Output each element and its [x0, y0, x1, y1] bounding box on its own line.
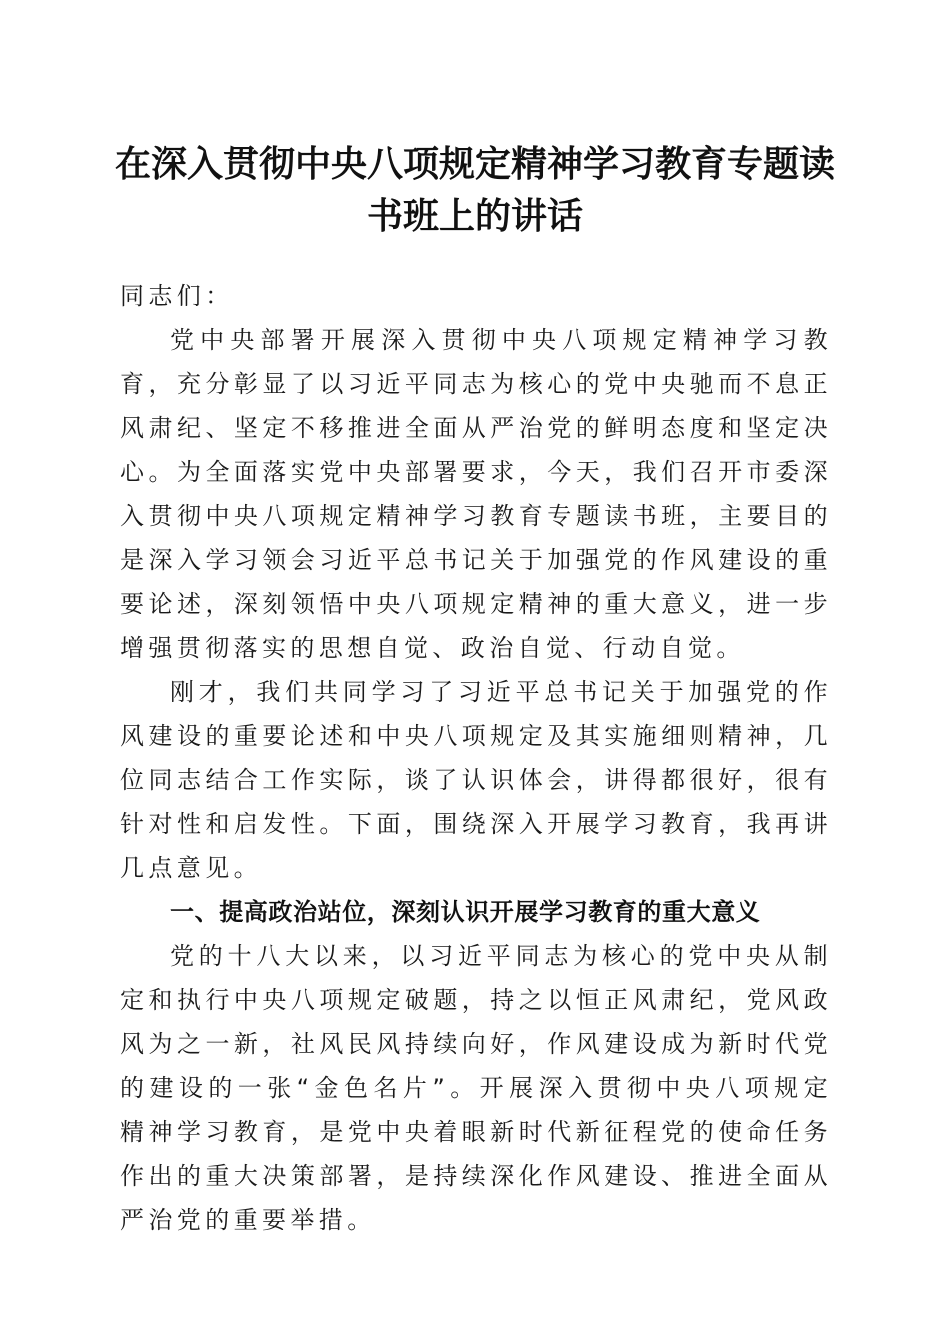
document-title: 在深入贯彻中央八项规定精神学习教育专题读书班上的讲话 — [114, 143, 835, 237]
paragraph-transition: 刚才，我们共同学习了习近平总书记关于加强党的作风建设的重要论述和中央八项规定及其实施细则精神，几位同志结合工作实际，谈了认识体会，讲得都很好，很有针对性和启发性。下面，围绕深入开展学习教育，我再讲几点意见。 — [120, 678, 832, 882]
salutation: 同志们： — [120, 282, 234, 310]
document-body — [120, 274, 832, 1242]
section-paragraph: 党的十八大以来，以习近平同志为核心的党中央从制定和执行中央八项规定破题，持之以恒正风肃纪，党风政风为之一新，社风民风持续向好，作风建设成为新时代党的建设的一张“金色名片”。开展深入贯彻中央八项规定精神学习教育，是党中央着眼新时代新征程党的使命任务作出的重大决策部署，是持续深化作风建设、推进全面从严治党的重要举措。 — [120, 942, 832, 1234]
paragraph-intro: 党中央部署开展深入贯彻中央八项规定精神学习教育，充分彰显了以习近平同志为核心的党中央驰而不息正风肃纪、坚定不移推进全面从严治党的鲜明态度和坚定决心。为全面落实党中央部署要求，今天，我们召开市委深入贯彻中央八项规定精神学习教育专题读书班，主要目的是深入学习领会习近平总书记关于加强党的作风建设的重要论述，深刻领悟中央八项规定精神的重大意义，进一步增强贯彻落实的思想自觉、政治自觉、行动自觉。 — [120, 326, 832, 662]
section-heading: 一、提高政治站位，深刻认识开展学习教育的重大意义 — [170, 898, 761, 926]
